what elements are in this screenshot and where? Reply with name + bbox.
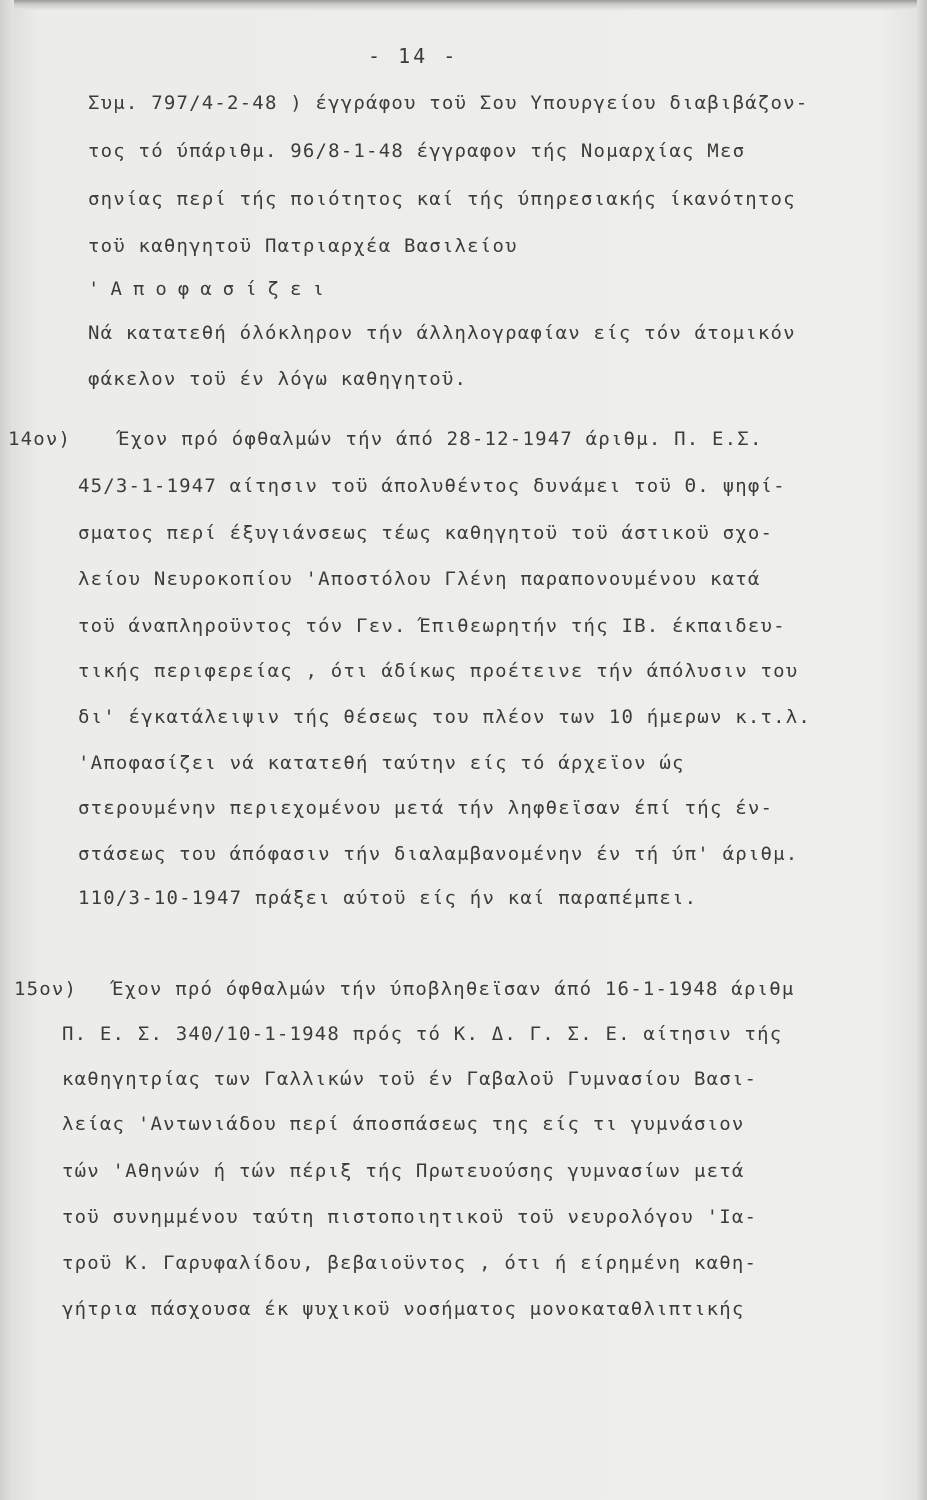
text-line: φάκελον τοϋ έν λόγω καθηγητοϋ. xyxy=(88,368,468,390)
text-line: τροϋ Κ. Γαρυφαλίδου, βεβαιοϋντος , ότι ή είρημένη καθη- xyxy=(62,1252,758,1274)
text-line: Έχον πρό όφθαλμών τήν άπό 28-12-1947 άριθμ. Π. Ε.Σ. xyxy=(118,428,763,450)
text-line: γήτρια πάσχουσα έκ ψυχικοϋ νοσήματος μονοκαταθλιπτικής xyxy=(62,1298,745,1320)
text-line: Συμ. 797/4-2-48 ) έγγράφου τοϋ Σου Υπουργείου διαβιβάζον- xyxy=(88,92,809,114)
text-line: δι' έγκατάλειψιν τής θέσεως του πλέον των 10 ήμερων κ.τ.λ. xyxy=(78,706,812,728)
text-line: Νά κατατεθή όλόκληρον τήν άλληλογραφίαν είς τόν άτομικόν xyxy=(88,322,796,344)
text-line: Π. Ε. Σ. 340/10-1-1948 πρός τό Κ. Δ. Γ. Σ. Ε. αίτησιν τής xyxy=(62,1023,783,1045)
text-line: σηνίας περί τής ποιότητος καί τής ύπηρεσιακής ίκανότητος xyxy=(88,188,796,210)
page-right-edge xyxy=(917,0,927,1500)
item-label-15: 15ον) xyxy=(14,978,78,1000)
text-line: λείας 'Αντωνιάδου περί άποσπάσεως της είς τι γυμνάσιον xyxy=(62,1113,745,1135)
decision-heading: 'Αποφασίζει xyxy=(88,278,335,300)
text-line: Έχον πρό όφθαλμών τήν ύποβληθεϊσαν άπό 16-1-1948 άριθμ xyxy=(112,978,795,1000)
text-line: καθηγητρίας των Γαλλικών τοϋ έν Γαβαλοϋ Γυμνασίου Βασι- xyxy=(62,1068,758,1090)
text-line: στάσεως του άπόφασιν τήν διαλαμβανομένην έν τή ύπ' άριθμ. xyxy=(78,843,799,865)
page-left-edge xyxy=(0,0,14,1500)
text-line: τοϋ καθηγητοϋ Πατριαρχέα Βασιλείου xyxy=(88,235,518,257)
text-line: 'Αποφασίζει νά κατατεθή ταύτην είς τό άρχεϊον ώς xyxy=(78,752,685,774)
page-number: - 14 - xyxy=(368,44,459,68)
text-line: τοϋ συνημμένου ταύτη πιστοποιητικοϋ τοϋ νευρολόγου 'Ια- xyxy=(62,1206,758,1228)
item-label-14: 14ον) xyxy=(8,428,72,450)
text-line: τοϋ άναπληροϋντος τόν Γεν. Έπιθεωρητήν τής ΙΒ. έκπαιδευ- xyxy=(78,615,786,637)
text-line: λείου Νευροκοπίου 'Αποστόλου Γλένη παραπονουμένου κατά xyxy=(78,568,761,590)
text-line: τικής περιφερείας , ότι άδίκως προέτεινε τήν άπόλυσιν του xyxy=(78,660,799,682)
text-line: 45/3-1-1947 αίτησιν τοϋ άπολυθέντος δυνάμει τοϋ Θ. ψηφί- xyxy=(78,475,786,497)
page-top-edge xyxy=(0,0,927,10)
text-line: τος τό ύπάριθμ. 96/8-1-48 έγγραφον τής Νομαρχίας Μεσ xyxy=(88,140,746,162)
text-line: 110/3-10-1947 πράξει αύτοϋ είς ήν καί παραπέμπει. xyxy=(78,887,698,909)
text-line: τών 'Αθηνών ή τών πέριξ τής Πρωτευούσης γυμνασίων μετά xyxy=(62,1160,745,1182)
text-line: στερουμένην περιεχομένου μετά τήν ληφθεϊσαν έπί τής έν- xyxy=(78,797,774,819)
text-line: σματος περί έξυγιάνσεως τέως καθηγητοϋ τοϋ άστικοϋ σχο- xyxy=(78,522,774,544)
